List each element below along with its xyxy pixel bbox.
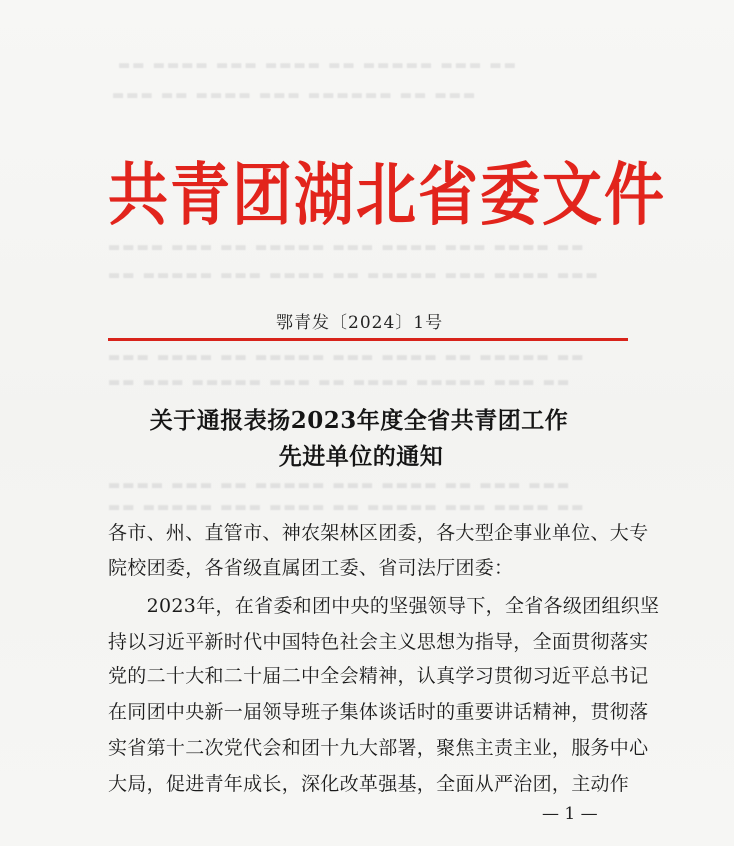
document-number: 鄂青发〔2024〕1号 bbox=[276, 313, 444, 333]
body-line: 党的二十大和二十届二中全会精神，认真学习贯彻习近平总书记 bbox=[108, 665, 649, 687]
notice-title-line-2: 先进单位的通知 bbox=[278, 443, 444, 470]
bleed-through-texture: ▬▬ ▬▬▬ ▬▬▬▬▬ ▬▬▬ ▬▬ ▬▬▬▬ ▬▬▬▬▬ ▬▬▬ ▬▬ bbox=[108, 375, 572, 390]
bleed-through-texture: ▬▬ ▬▬▬▬▬ ▬▬▬ ▬▬▬▬ ▬▬ ▬▬▬▬▬ ▬▬▬ ▬▬▬▬ ▬▬ bbox=[108, 500, 586, 515]
body-line: 持以习近平新时代中国特色社会主义思想为指导，全面贯彻落实 bbox=[108, 631, 649, 653]
bleed-through-texture: ▬▬▬ ▬▬▬▬ ▬▬ ▬▬▬▬▬ ▬▬▬ ▬▬▬▬ ▬▬ ▬▬▬▬▬ ▬▬ bbox=[108, 350, 586, 365]
issuer-header-title: 共青团湖北省委文件 bbox=[108, 155, 666, 236]
body-line: 院校团委，各省级直属团工委、省司法厅团委： bbox=[108, 557, 514, 579]
bleed-through-texture: ▬▬▬▬ ▬▬▬ ▬▬ ▬▬▬▬▬ ▬▬▬ ▬▬▬▬ ▬▬▬ ▬▬▬▬ ▬▬ bbox=[108, 240, 586, 255]
red-separator-line bbox=[108, 338, 628, 341]
bleed-through-texture: ▬▬▬▬ ▬▬▬ ▬▬ ▬▬▬▬▬ ▬▬▬ ▬▬▬▬ ▬▬ ▬▬▬ ▬▬▬ bbox=[108, 478, 572, 493]
bleed-through-texture: ▬▬▬ ▬▬ ▬▬▬▬ ▬▬▬ ▬▬▬▬▬▬ ▬▬ ▬▬▬ bbox=[112, 88, 478, 103]
page-number: — 1 — bbox=[542, 804, 598, 824]
notice-title-line-1: 关于通报表扬2023年度全省共青团工作 bbox=[149, 407, 569, 434]
body-line: 大局，促进青年成长，深化改革强基，全面从严治团，主动作 bbox=[108, 773, 630, 795]
bleed-through-texture: ▬▬ ▬▬▬▬▬ ▬▬▬ ▬▬▬▬ ▬▬ ▬▬▬▬▬ ▬▬▬ ▬▬▬▬ ▬▬▬ bbox=[108, 268, 600, 283]
body-line: 2023年，在省委和团中央的坚强领导下，全省各级团组织坚 bbox=[108, 595, 660, 617]
body-line: 各市、州、直管市、神农架林区团委，各大型企事业单位、大专 bbox=[108, 522, 649, 544]
body-line: 实省第十二次党代会和团十九大部署，聚焦主责主业，服务中心 bbox=[108, 737, 649, 759]
bleed-through-texture: ▬▬ ▬▬▬▬ ▬▬▬ ▬▬▬▬ ▬▬ ▬▬▬▬▬ ▬▬▬ ▬▬ bbox=[118, 58, 518, 73]
body-line: 在同团中央新一届领导班子集体谈话时的重要讲话精神，贯彻落 bbox=[108, 701, 649, 723]
